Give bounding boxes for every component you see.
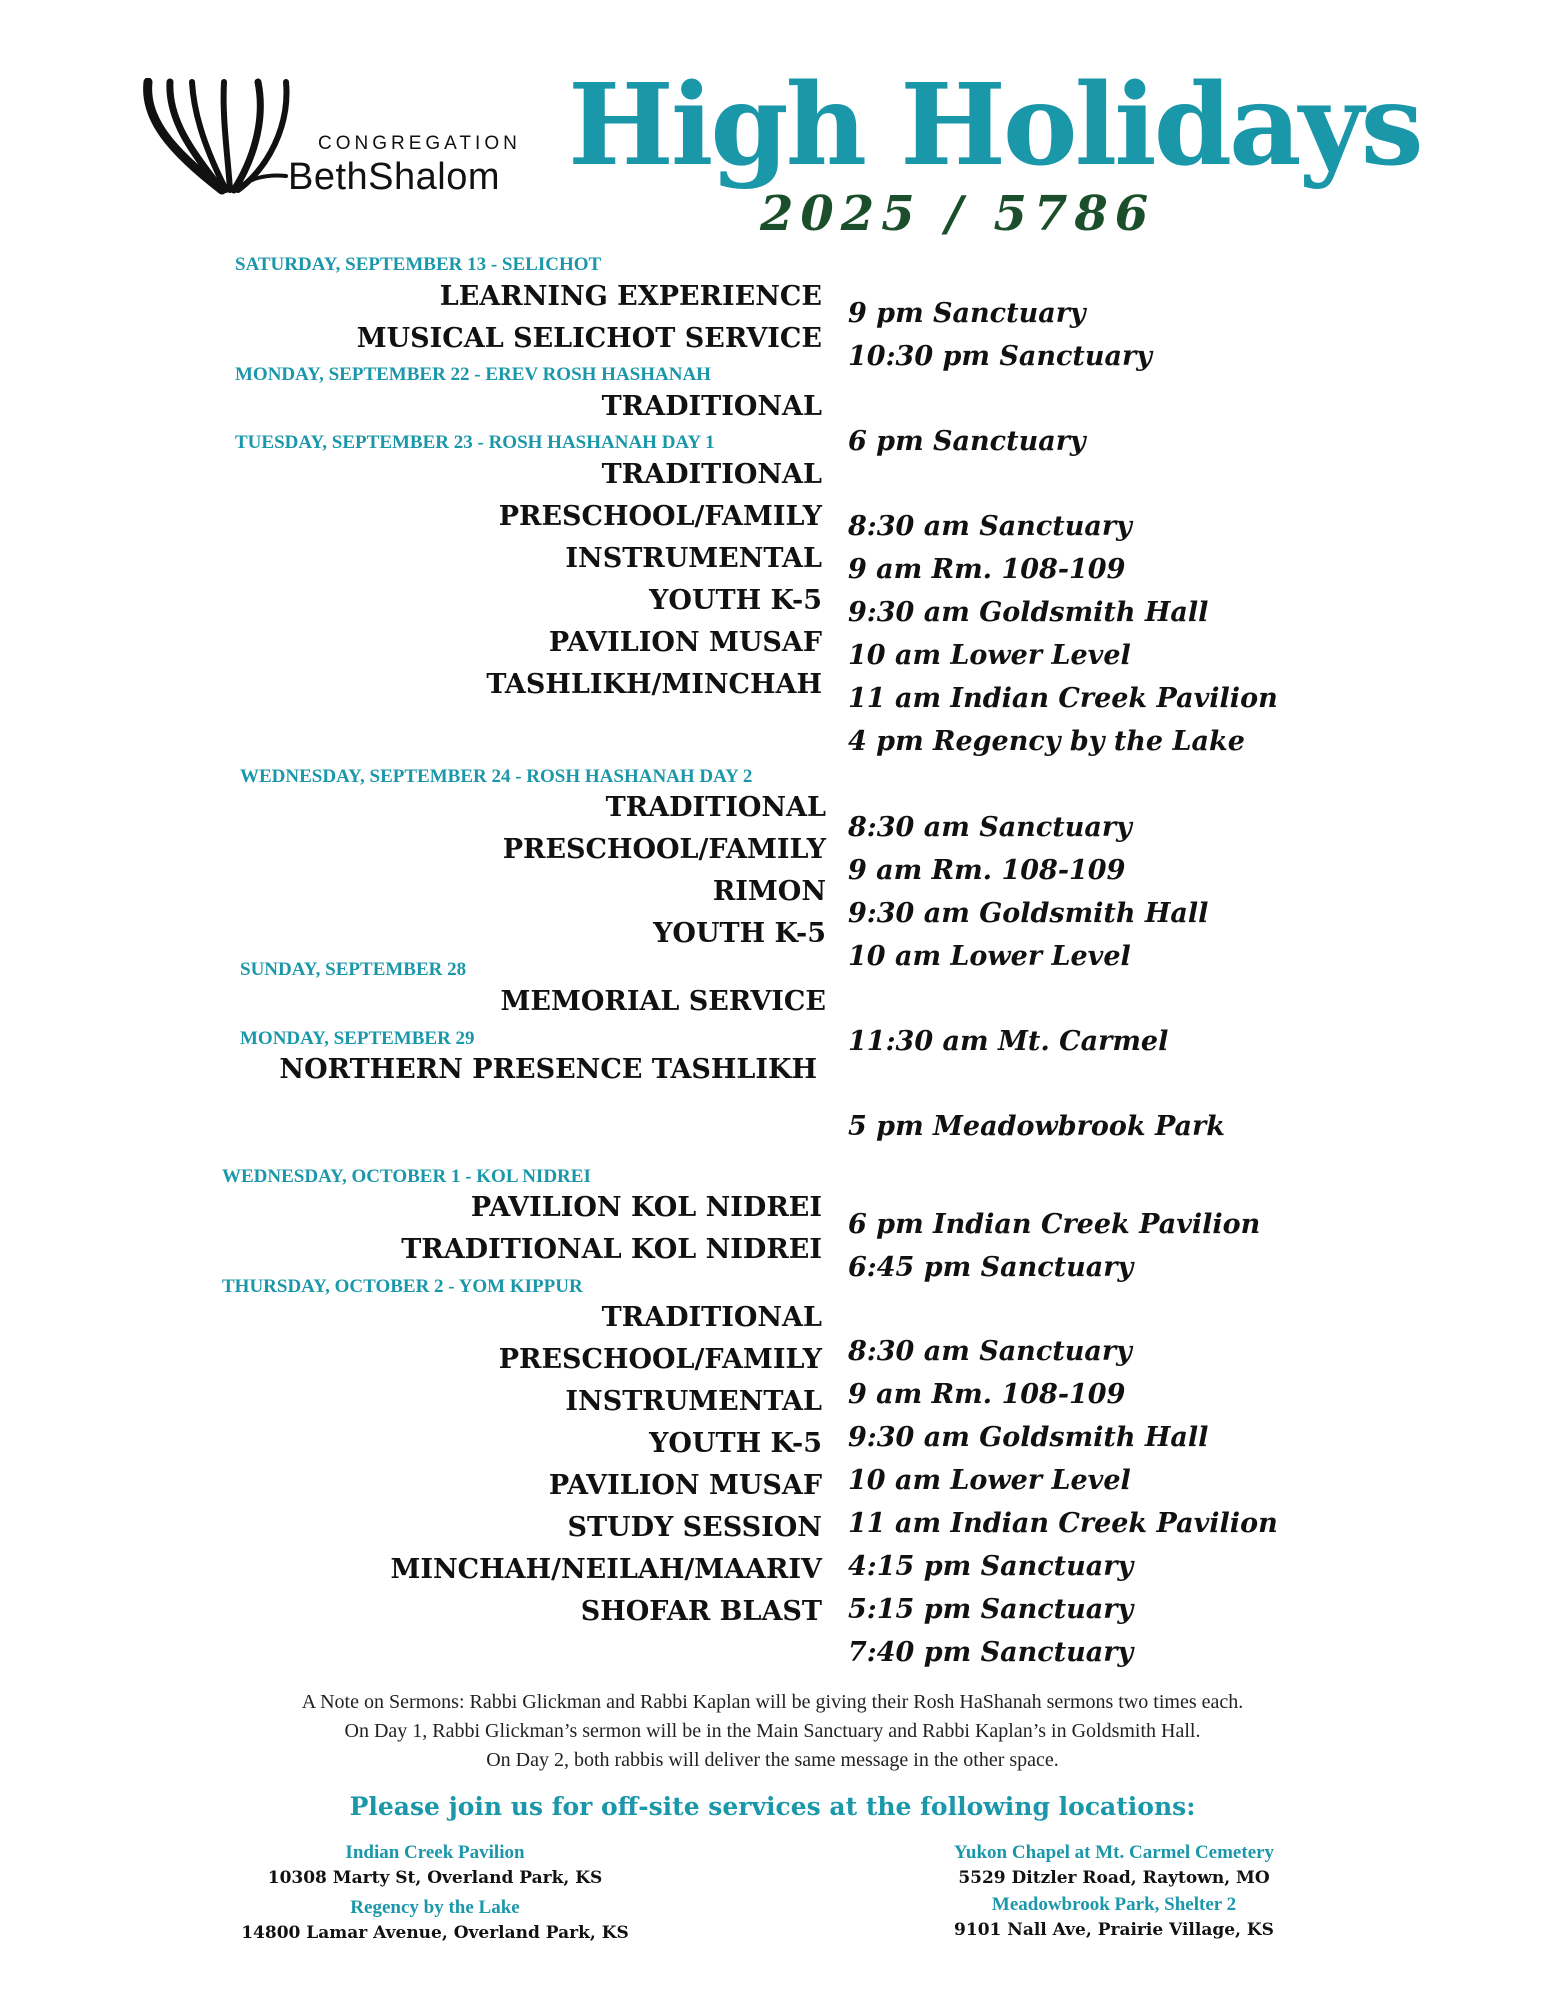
service-time: 4:15 pm Sanctuary: [848, 1551, 1134, 1582]
offsite-heading: Please join us for off-site services at the following locations:: [349, 1792, 1196, 1821]
page-title: High Holidays: [568, 60, 1421, 191]
service-name: MUSICAL SELICHOT SERVICE: [356, 323, 822, 354]
service-time: 6 pm Indian Creek Pavilion: [848, 1209, 1261, 1240]
service-time: 6:45 pm Sanctuary: [848, 1252, 1134, 1283]
service-time: 8:30 am Sanctuary: [848, 511, 1132, 542]
service-time: 4 pm Regency by the Lake: [848, 726, 1245, 757]
sermon-note: [0, 1688, 1545, 1775]
service-name: PAVILION MUSAF: [548, 1470, 822, 1501]
service-name: INSTRUMENTAL: [565, 1386, 822, 1417]
location-address: 14800 Lamar Avenue, Overland Park, KS: [241, 1923, 629, 1943]
day-heading: SUNDAY, SEPTEMBER 28: [240, 959, 467, 980]
location-regency: [175, 1897, 695, 1947]
service-time: 5:15 pm Sanctuary: [848, 1594, 1134, 1625]
day-heading: MONDAY, SEPTEMBER 29: [240, 1028, 475, 1049]
service-time: 11 am Indian Creek Pavilion: [848, 1508, 1278, 1539]
service-name: YOUTH K-5: [649, 1428, 822, 1459]
service-time: 5 pm Meadowbrook Park: [848, 1111, 1225, 1142]
sermon-note-line: A Note on Sermons: Rabbi Glickman and Rabbi Kaplan will be giving their Rosh HaShanah sermons two times each.: [301, 1691, 1244, 1713]
service-name: MEMORIAL SERVICE: [500, 986, 826, 1017]
service-time: 9:30 am Goldsmith Hall: [848, 1422, 1209, 1453]
service-time: 6 pm Sanctuary: [848, 426, 1086, 457]
service-time: 7:40 pm Sanctuary: [848, 1637, 1134, 1668]
location-meadowbrook: [854, 1894, 1374, 1944]
service-name: SHOFAR BLAST: [580, 1596, 822, 1627]
location-indian-creek: [175, 1842, 695, 1892]
logo-bethshalom-text: BethShalom: [288, 156, 501, 198]
service-time: 9:30 am Goldsmith Hall: [848, 597, 1209, 628]
day-heading: MONDAY, SEPTEMBER 22 - EREV ROSH HASHANAH: [235, 364, 711, 385]
service-name: INSTRUMENTAL: [565, 543, 822, 574]
location-address: 10308 Marty St, Overland Park, KS: [267, 1868, 603, 1888]
service-name: TRADITIONAL: [601, 1302, 822, 1333]
service-name: YOUTH K-5: [649, 585, 822, 616]
day-heading: WEDNESDAY, OCTOBER 1 - KOL NIDREI: [222, 1166, 591, 1187]
page-year: 2025 / 5786: [760, 186, 1156, 242]
service-name: PAVILION MUSAF: [548, 627, 822, 658]
location-yukon-chapel: [854, 1842, 1374, 1892]
service-time: 8:30 am Sanctuary: [848, 812, 1132, 843]
service-name: NORTHERN PRESENCE TASHLIKH: [279, 1054, 817, 1085]
service-time: 9:30 am Goldsmith Hall: [848, 898, 1209, 929]
service-name: TASHLIKH/MINCHAH: [486, 669, 822, 700]
service-name: TRADITIONAL: [601, 459, 822, 490]
sermon-note-line: On Day 1, Rabbi Glickman’s sermon will be in the Main Sanctuary and Rabbi Kaplan’s in Goldsmith Hall.: [344, 1720, 1201, 1742]
service-name: TRADITIONAL: [601, 391, 822, 422]
day-heading: SATURDAY, SEPTEMBER 13 - SELICHOT: [235, 254, 602, 275]
service-name: RIMON: [712, 876, 826, 907]
service-time: 9 pm Sanctuary: [848, 298, 1086, 329]
location-name: Indian Creek Pavilion: [345, 1842, 525, 1863]
sermon-note-line: On Day 2, both rabbis will deliver the same message in the other space.: [486, 1749, 1059, 1771]
location-name: Regency by the Lake: [350, 1897, 520, 1918]
location-name: Yukon Chapel at Mt. Carmel Cemetery: [953, 1842, 1275, 1863]
service-name: PRESCHOOL/FAMILY: [498, 1344, 822, 1375]
service-time: 11:30 am Mt. Carmel: [848, 1026, 1169, 1057]
congregation-logo: [140, 78, 540, 198]
service-name: TRADITIONAL KOL NIDREI: [401, 1234, 822, 1265]
service-name: PAVILION KOL NIDREI: [470, 1192, 822, 1223]
service-name: PRESCHOOL/FAMILY: [498, 501, 822, 532]
service-name: YOUTH K-5: [653, 918, 826, 949]
service-name: STUDY SESSION: [567, 1512, 822, 1543]
service-time: 9 am Rm. 108-109: [848, 1379, 1126, 1410]
service-time: 9 am Rm. 108-109: [848, 855, 1126, 886]
location-name: Meadowbrook Park, Shelter 2: [991, 1894, 1237, 1915]
service-time: 9 am Rm. 108-109: [848, 554, 1126, 585]
service-name: PRESCHOOL/FAMILY: [502, 834, 826, 865]
service-time: 10 am Lower Level: [848, 1465, 1131, 1496]
service-time: 8:30 am Sanctuary: [848, 1336, 1132, 1367]
service-time: 10 am Lower Level: [848, 941, 1131, 972]
location-address: 5529 Ditzler Road, Raytown, MO: [958, 1868, 1270, 1888]
service-name: LEARNING EXPERIENCE: [439, 281, 822, 312]
service-time: 10 am Lower Level: [848, 640, 1131, 671]
service-time: 11 am Indian Creek Pavilion: [848, 683, 1278, 714]
service-name: TRADITIONAL: [605, 792, 826, 823]
day-heading: TUESDAY, SEPTEMBER 23 - ROSH HASHANAH DAY 1: [235, 432, 715, 453]
service-time: 10:30 pm Sanctuary: [848, 341, 1152, 372]
logo-congregation-text: CONGREGATION: [318, 133, 521, 154]
service-name: MINCHAH/NEILAH/MAARIV: [390, 1554, 822, 1585]
location-address: 9101 Nall Ave, Prairie Village, KS: [954, 1920, 1274, 1940]
tree-logo-icon: [140, 78, 290, 198]
day-heading: THURSDAY, OCTOBER 2 - YOM KIPPUR: [222, 1276, 583, 1297]
day-heading: WEDNESDAY, SEPTEMBER 24 - ROSH HASHANAH DAY 2: [240, 766, 753, 787]
